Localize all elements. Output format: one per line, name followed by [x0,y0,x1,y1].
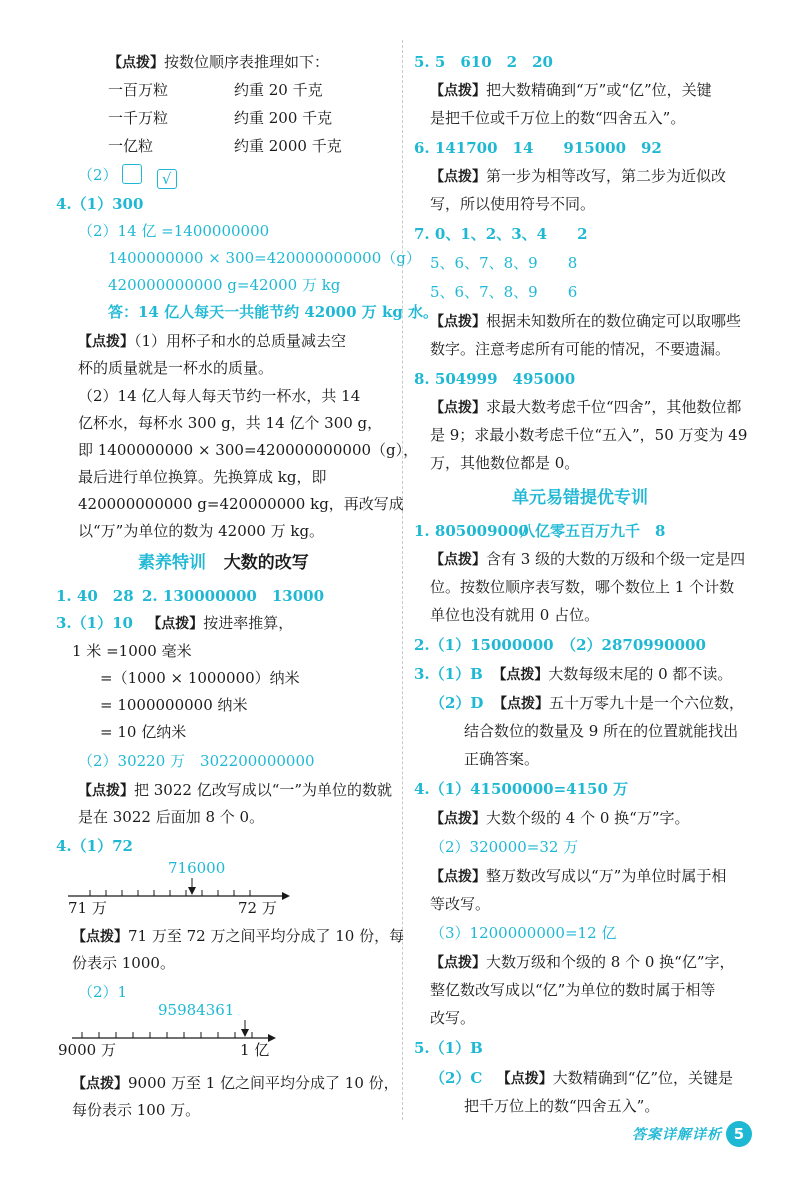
text-line: 万，其他数位都是 0。 [430,454,580,472]
reason-row-a: 一千万粒 [108,109,169,127]
answer-line: 2.（1）15000000 （2）2870990000 [414,636,706,654]
answer-line: 4.（1）41500000=4150 万 [414,780,629,798]
answer-line: 3.（1）10 【点拨】按进率推算， [56,614,294,632]
text-line: 以“万”为单位的数为 42000 万 kg。 [78,522,325,540]
section-title: 素养特训 大数的改写 [138,553,309,573]
answer-line: 1. 40 28 [56,587,134,605]
answer-line: （2）D 【点拨】五十万零九十是一个六位数， [430,694,745,712]
page-footer [632,1121,752,1147]
hint-line: 【点拨】含有 3 级的大数的万级和个级一定是四 [430,550,746,568]
number-line-right-label: 72 万 [238,899,277,917]
text-line: = 1000000000 纳米 [100,696,248,714]
hint-line: 【点拨】求最大数考虑千位“四舍”，其他数位都 [430,398,742,416]
number-line-left-label: 9000 万 [58,1041,116,1059]
text-line: 写，所以使用符号不同。 [430,195,596,213]
reason-row-b: 约重 2000 千克 [234,137,342,155]
hint-line: 【点拨】71 万至 72 万之间平均分成了 10 份，每 [72,927,405,945]
text-line: 数字。注意考虑所有可能的情况，不要遗漏。 [430,340,731,358]
text-line: 420000000000 g=420000000 kg，再改写成 [78,495,404,513]
text-line: 杯的质量就是一杯水的质量。 [78,359,274,377]
section-title: 单元易错提优专训 [512,488,648,508]
number-line-marker-label: 95984361 [158,1001,235,1019]
hint-line: 【点拨】整万数改写成以“万”为单位时属于相 [430,867,727,885]
text-line: 即 1400000000 × 300=420000000000（g）， [78,441,419,459]
answer-line: 4.（1）300 [56,195,144,213]
answer-line: 4.（1）72 [56,837,133,855]
reason-row-b: 约重 20 千克 [234,81,323,99]
text-line: 单位也没有就用 0 占位。 [430,606,600,624]
text-line: 1 米 =1000 毫米 [72,642,192,660]
text-line: 整亿数改写成以“亿”为单位的数时属于相等 [430,981,716,999]
text-line: = 10 亿纳米 [100,723,187,741]
text-line: 位。按数位顺序表写数，哪个数位上 1 个计数 [430,578,735,596]
answer-line: 答：14 亿人每天一共能节约 42000 万 kg 水。 [108,303,439,321]
hint-line: 【点拨】大数万级和个级的 8 个 0 换“亿”字， [430,953,735,971]
answer-line: 5、6、7、8、9 8 [430,254,578,272]
answer-line: 7. 0、1、2、3、4 2 [414,225,588,243]
answer-line: 5. 5 610 2 20 [414,53,553,71]
number-line-right-label: 1 亿 [240,1041,270,1059]
text-line: =（1000 × 1000000）纳米 [100,669,300,687]
text-line: 改写。 [430,1009,476,1027]
answer-line: （2）C 【点拨】大数精确到“亿”位，关键是 [430,1069,734,1087]
answer-line: 5、6、7、8、9 6 [430,283,578,301]
hint-line: 【点拨】9000 万至 1 亿之间平均分成了 10 份， [72,1074,399,1092]
number-line-axis [68,876,368,916]
answer-line: （2）1 [78,983,128,1001]
text-line: 结合数位的数量及 9 所在的位置就能找出 [464,722,739,740]
text-line: 是把千位或千万位上的数“四舍五入”。 [430,109,686,127]
answer-line: （2） √ [78,164,177,189]
answer-line: 1400000000 × 300=420000000000（g） [108,249,421,267]
text-line: 是 9；求最小数考虑千位“五入”，50 万变为 49 [430,426,748,444]
text-line: 份表示 1000。 [72,954,175,972]
reason-row-b: 约重 200 千克 [234,109,333,127]
answer-line: （2）320000=32 万 [430,838,579,856]
answer-line: 1. 805009000 [414,522,529,540]
answer-line: 6. 141700 14 915000 92 [414,139,662,157]
text-line: 是在 3022 后面加 8 个 0。 [78,808,265,826]
reason-row-a: 一亿粒 [108,137,154,155]
page-number: 5 [726,1121,752,1147]
text-line: 把千万位上的数“四舍五入”。 [464,1097,660,1115]
column-divider [402,40,403,1120]
hint-line: 【点拨】按数位顺序表推理如下： [108,53,330,71]
footer-title: 答案详解详析 [632,1127,722,1143]
text-line: 正确答案。 [464,750,540,768]
number-line-left-label: 71 万 [68,899,107,917]
text-line: 每份表示 100 万。 [72,1101,201,1119]
answer-line: 420000000000 g=42000 万 kg [108,276,341,294]
hint-line: 【点拨】根据未知数所在的数位确定可以取哪些 [430,312,742,330]
answer-line: 2. 130000000 13000 [142,587,324,605]
answer-line: 3.（1）B 【点拨】大数每级末尾的 0 都不读。 [414,665,733,683]
answer-line: （2）14 亿 =1400000000 [78,222,270,240]
text-line: 亿杯水，每杯水 300 g，共 14 亿个 300 g， [78,414,383,432]
checked-checkbox: √ [157,169,177,189]
text-line: （2）14 亿人每人每天节约一杯水，共 14 [78,387,361,405]
number-line-axis [72,1018,372,1058]
empty-checkbox [122,164,142,184]
hint-line: 【点拨】把大数精确到“万”或“亿”位，关键 [430,81,712,99]
answer-line: 8. 504999 495000 [414,370,576,388]
answer-line: （3）1200000000=12 亿 [430,924,617,942]
reason-row-a: 一百万粒 [108,81,169,99]
text-line: 最后进行单位换算。先换算成 kg，即 [78,468,327,486]
hint-line: 【点拨】（1）用杯子和水的总质量减去空 [78,332,347,350]
number-line-2 [58,1000,372,1062]
text-line: 等改写。 [430,895,491,913]
hint-line: 【点拨】第一步为相等改写，第二步为近似改 [430,167,727,185]
answer-line: （2）30220 万 302200000000 [78,752,315,770]
answer-line: 八亿零五百万九千 8 [520,522,666,540]
number-line-1 [68,858,368,920]
hint-line: 【点拨】把 3022 亿改写成以“一”为单位的数就 [78,781,393,799]
number-line-marker-label: 716000 [168,859,226,877]
answer-line: 5.（1）B [414,1039,483,1057]
hint-line: 【点拨】大数个级的 4 个 0 换“万”字。 [430,809,690,827]
